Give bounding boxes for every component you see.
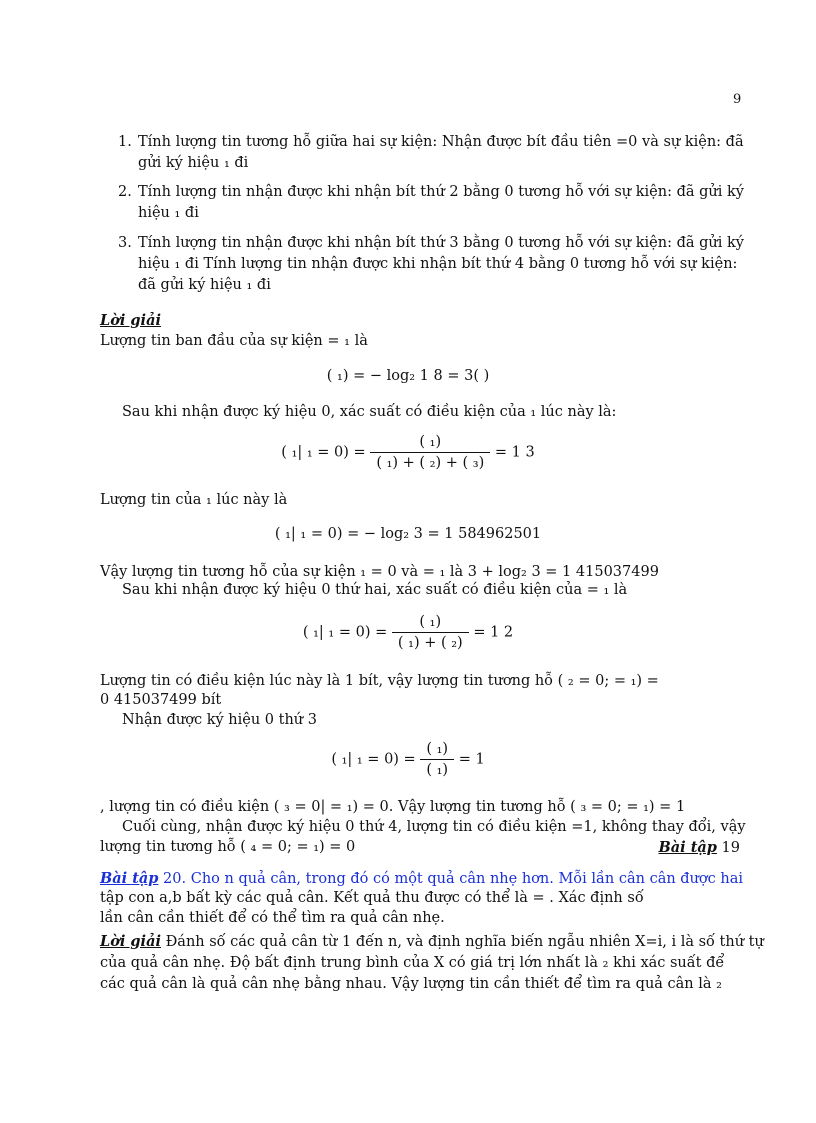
- solution-label: Lời giải: [100, 933, 161, 950]
- solution-2: [100, 931, 764, 953]
- paragraph: Lượng tin có điều kiện lúc này là 1 bít, vậy lượng tin tương hỗ ( ₂ = 0; = ₁) =: [100, 673, 659, 689]
- list-number: 1.: [118, 134, 132, 150]
- exercise-ref-number: 19: [721, 840, 740, 856]
- list-number: 3.: [118, 235, 132, 251]
- exercise-label[interactable]: Bài tập: [100, 870, 159, 887]
- paragraph: , lượng tin có điều kiện ( ₃ = 0| = ₁) = 0. Vậy lượng tin tương hỗ ( ₃ = 0; = ₁) = 1: [100, 799, 686, 815]
- equation-lhs: ( ₁| ₁ = 0) =: [281, 444, 366, 461]
- solution-text: Đánh số các quả cân từ 1 đến n, và định nghĩa biến ngẫu nhiên X=i, i là số thứ tự: [160, 934, 764, 950]
- equation-lhs: ( ₁| ₁ = 0) =: [331, 751, 416, 768]
- paragraph: lượng tin tương hỗ ( ₄ = 0; = ₁) = 0: [100, 839, 356, 855]
- paragraph: các quả cân là quả cân nhẹ bằng nhau. Vậy lượng tin cần thiết để tìm ra quả cân là ₂: [100, 976, 722, 992]
- paragraph: Vậy lượng tin tương hỗ của sự kiện ₁ = 0 và = ₁ là 3 + log₂ 3 = 1 415037499: [100, 564, 659, 580]
- paragraph: Sau khi nhận được ký hiệu 0, xác suất có điều kiện của ₁ lúc này là:: [122, 404, 617, 420]
- list-text: Tính lượng tin tương hỗ giữa hai sự kiện: Nhận được bít đầu tiên =0 và sự kiện: đã: [138, 134, 744, 150]
- paragraph: Lượng tin ban đầu của sự kiện = ₁ là: [100, 333, 368, 349]
- numerator: ( ₁): [420, 739, 454, 760]
- list-number: 2.: [118, 184, 132, 200]
- paragraph: tập con a,b bất kỳ các quả cân. Kết quả thu được có thể là = . Xác định số: [100, 890, 644, 906]
- list-text: Tính lượng tin nhận được khi nhận bít thứ 3 bằng 0 tương hỗ với sự kiện: đã gửi ký: [138, 235, 744, 251]
- exercise-reference: [658, 837, 740, 859]
- equation-rhs: = 1 3: [494, 444, 535, 461]
- numerator: ( ₁): [392, 612, 469, 633]
- list-text: đã gửi ký hiệu ₁ đi: [138, 277, 271, 293]
- equation: ( ₁| ₁ = 0) = − log₂ 3 = 1 584962501: [274, 526, 542, 542]
- numerator: ( ₁): [370, 432, 490, 453]
- list-text: Tính lượng tin nhận được khi nhận bít thứ 2 bằng 0 tương hỗ với sự kiện: đã gửi ký: [138, 184, 744, 200]
- denominator: ( ₁) + ( ₂): [397, 635, 463, 651]
- paragraph: của quả cân nhẹ. Độ bất định trung bình của X có giá trị lớn nhất là ₂ khi xác suất để: [100, 955, 725, 971]
- list-text: hiệu ₁ đi Tính lượng tin nhận được khi nhận bít thứ 4 bằng 0 tương hỗ với sự kiện:: [138, 256, 738, 272]
- equation-rhs: = 1: [458, 751, 485, 768]
- exercise-20: [100, 868, 743, 890]
- fraction: [420, 739, 454, 780]
- equation: ( ₁) = − log₂ 1 8 = 3( ): [326, 368, 490, 384]
- equation-fraction: [0, 739, 816, 780]
- paragraph: Sau khi nhận được ký hiệu 0 thứ hai, xác suất có điều kiện của = ₁ là: [122, 582, 628, 598]
- equation-lhs: ( ₁| ₁ = 0) =: [302, 624, 388, 641]
- paragraph: lần cân cần thiết để có thể tìm ra quả cân nhẹ.: [100, 910, 445, 926]
- solution-heading: Lời giải: [100, 312, 161, 329]
- exercise-ref-label: Bài tập: [658, 839, 717, 856]
- fraction: [392, 612, 469, 653]
- paragraph: Nhận được ký hiệu 0 thứ 3: [122, 712, 317, 728]
- denominator: ( ₁) + ( ₂) + ( ₃): [376, 455, 485, 471]
- equation-fraction: [0, 612, 816, 653]
- list-text: gửi ký hiệu ₁ đi: [138, 155, 249, 171]
- denominator: ( ₁): [426, 762, 449, 778]
- equation-rhs: = 1 2: [473, 624, 514, 641]
- exercise-text-start: 20. Cho n quả cân, trong đó có một quả cân nhẹ hơn. Mỗi lần cân cân được hai: [158, 871, 744, 887]
- paragraph: Cuối cùng, nhận được ký hiệu 0 thứ 4, lượng tin có điều kiện =1, không thay đổi, vậy: [122, 819, 746, 835]
- fraction: [370, 432, 490, 473]
- equation-fraction: [0, 432, 816, 473]
- page-number: 9: [733, 92, 742, 107]
- paragraph: 0 415037499 bít: [100, 692, 222, 708]
- list-text: hiệu ₁ đi: [138, 205, 199, 221]
- paragraph: Lượng tin của ₁ lúc này là: [100, 492, 288, 508]
